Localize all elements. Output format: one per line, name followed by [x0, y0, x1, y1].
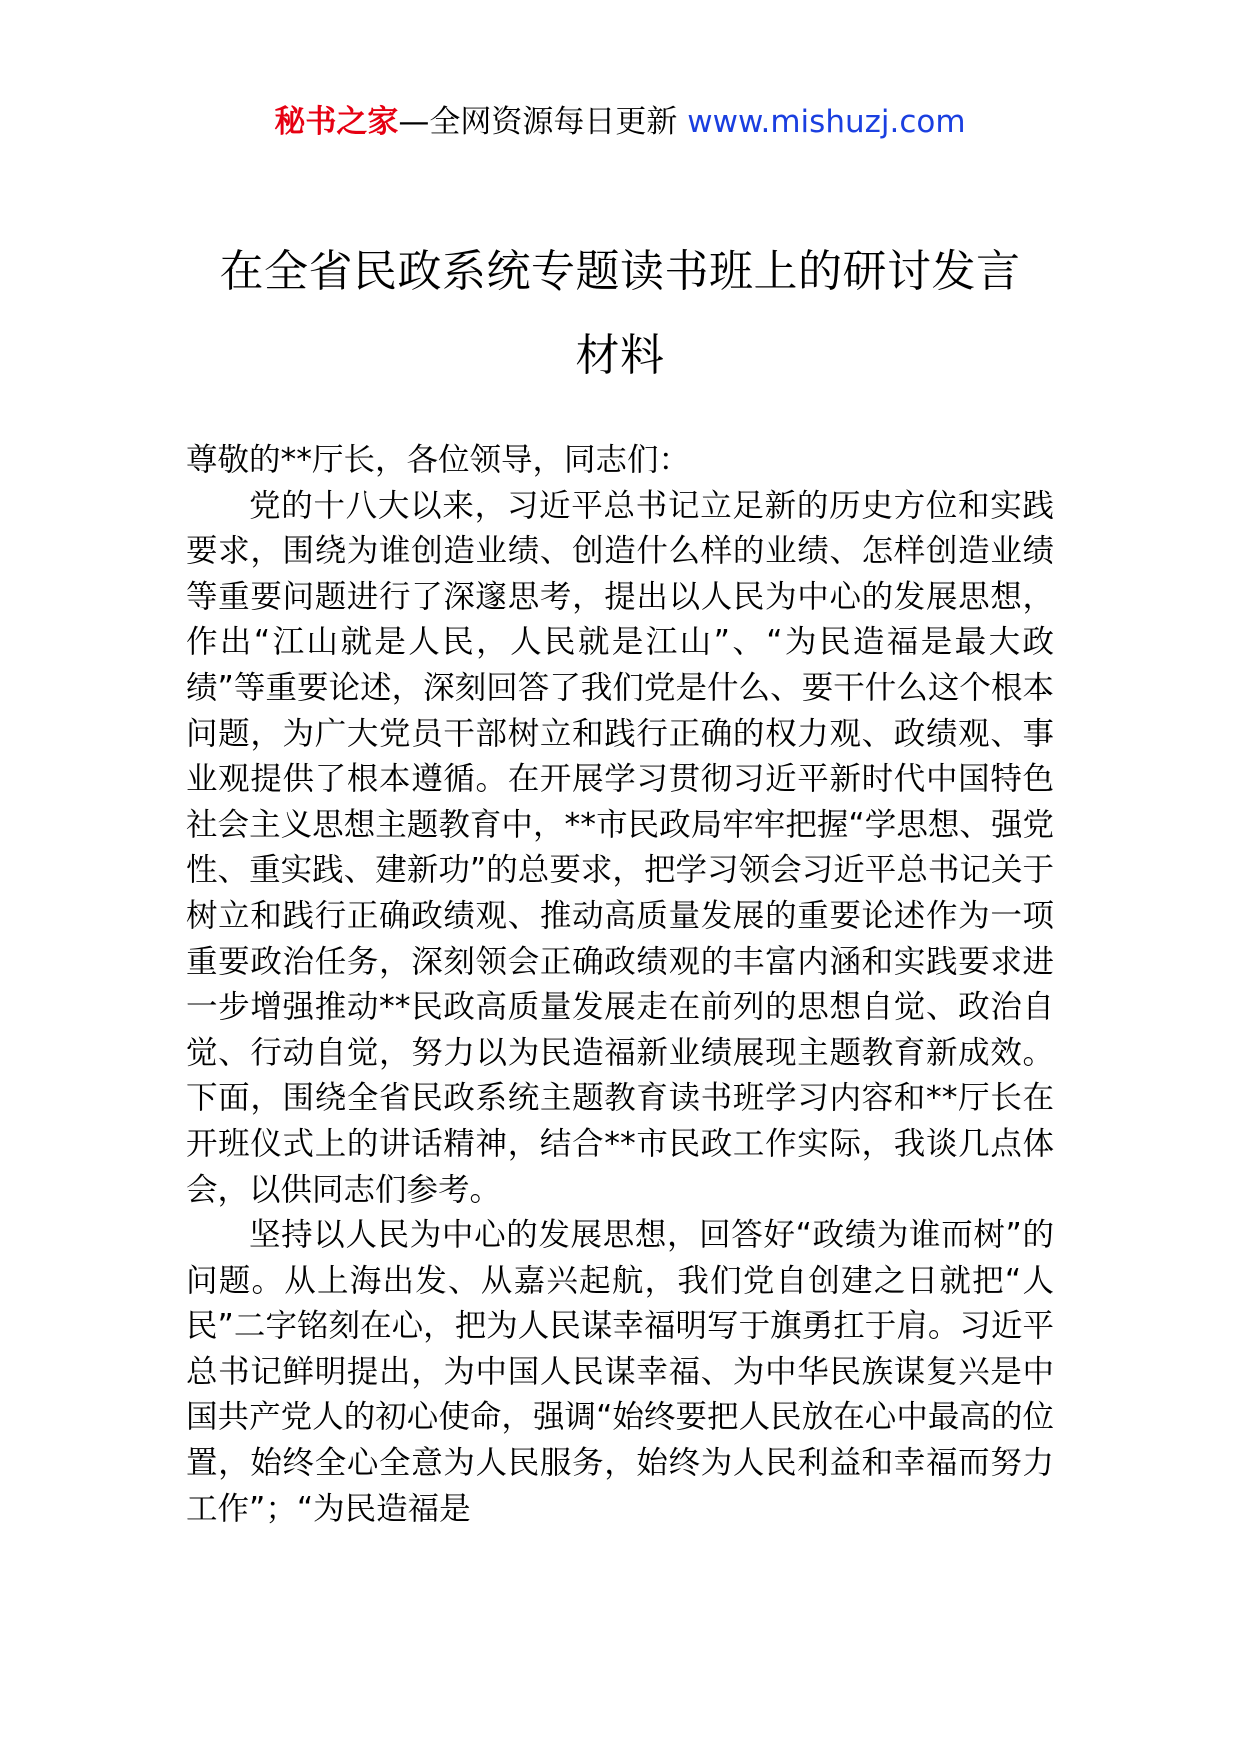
document-title-line-1: 在全省民政系统专题读书班上的研讨发言 — [219, 246, 1021, 297]
body-paragraph-1: 党的十八大以来，习近平总书记立足新的历史方位和实践要求，围绕为谁创造业绩、创造什么样的业绩、怎样创造业绩等重要问题进行了深邃思考，提出以人民为中心的发展思想，作出“江山就是人民，人民就是江山”、“为民造福是最大政绩”等重要论述，深刻回答了我们党是什么、要干什么这个根本问题，为广大党员干部树立和践行正确的权力观、政绩观、事业观提供了根本遵循。在开展学习贯彻习近平新时代中国特色社会主义思想主题教育中，**市民政局牢牢把握“学思想、强党性、重实践、建新功”的总要求，把学习领会习近平总书记关于树立和践行正确政绩观、推动高质量发展的重要论述作为一项重要政治任务，深刻领会正确政绩观的丰富内涵和实践要求进一步增强推动**民政高质量发展走在前列的思想自觉、政治自觉、行动自觉，努力以为民造福新业绩展现主题教育新成效。下面，围绕全省民政系统主题教育读书班学习内容和**厅长在开班仪式上的讲话精神，结合**市民政工作实际，我谈几点体会，以供同志们参考。 — [186, 487, 1054, 1208]
document-title-line-2: 材料 — [575, 330, 665, 381]
site-banner — [0, 102, 1240, 142]
document-title — [160, 230, 1080, 398]
site-slogan: —全网资源每日更新 — [398, 104, 678, 140]
body-paragraph-2: 坚持以人民为中心的发展思想，回答好“政绩为谁而树”的问题。从上海出发、从嘉兴起航，我们党自创建之日就把“人民”二字铭刻在心，把为人民谋幸福明写于旗勇扛于肩。习近平总书记鲜明提出，为中国人民谋幸福、为中华民族谋复兴是中国共产党人的初心使命，强调“始终要把人民放在心中最高的位置，始终全心全意为人民服务，始终为人民利益和幸福而努力工作”；“为民造福是 — [186, 1217, 1054, 1527]
salutation: 尊敬的**厅长，各位领导，同志们： — [186, 442, 691, 478]
document-body — [186, 438, 1054, 1532]
site-brand: 秘书之家 — [274, 104, 399, 140]
site-url-link[interactable]: www.mishuzj.com — [687, 104, 966, 140]
